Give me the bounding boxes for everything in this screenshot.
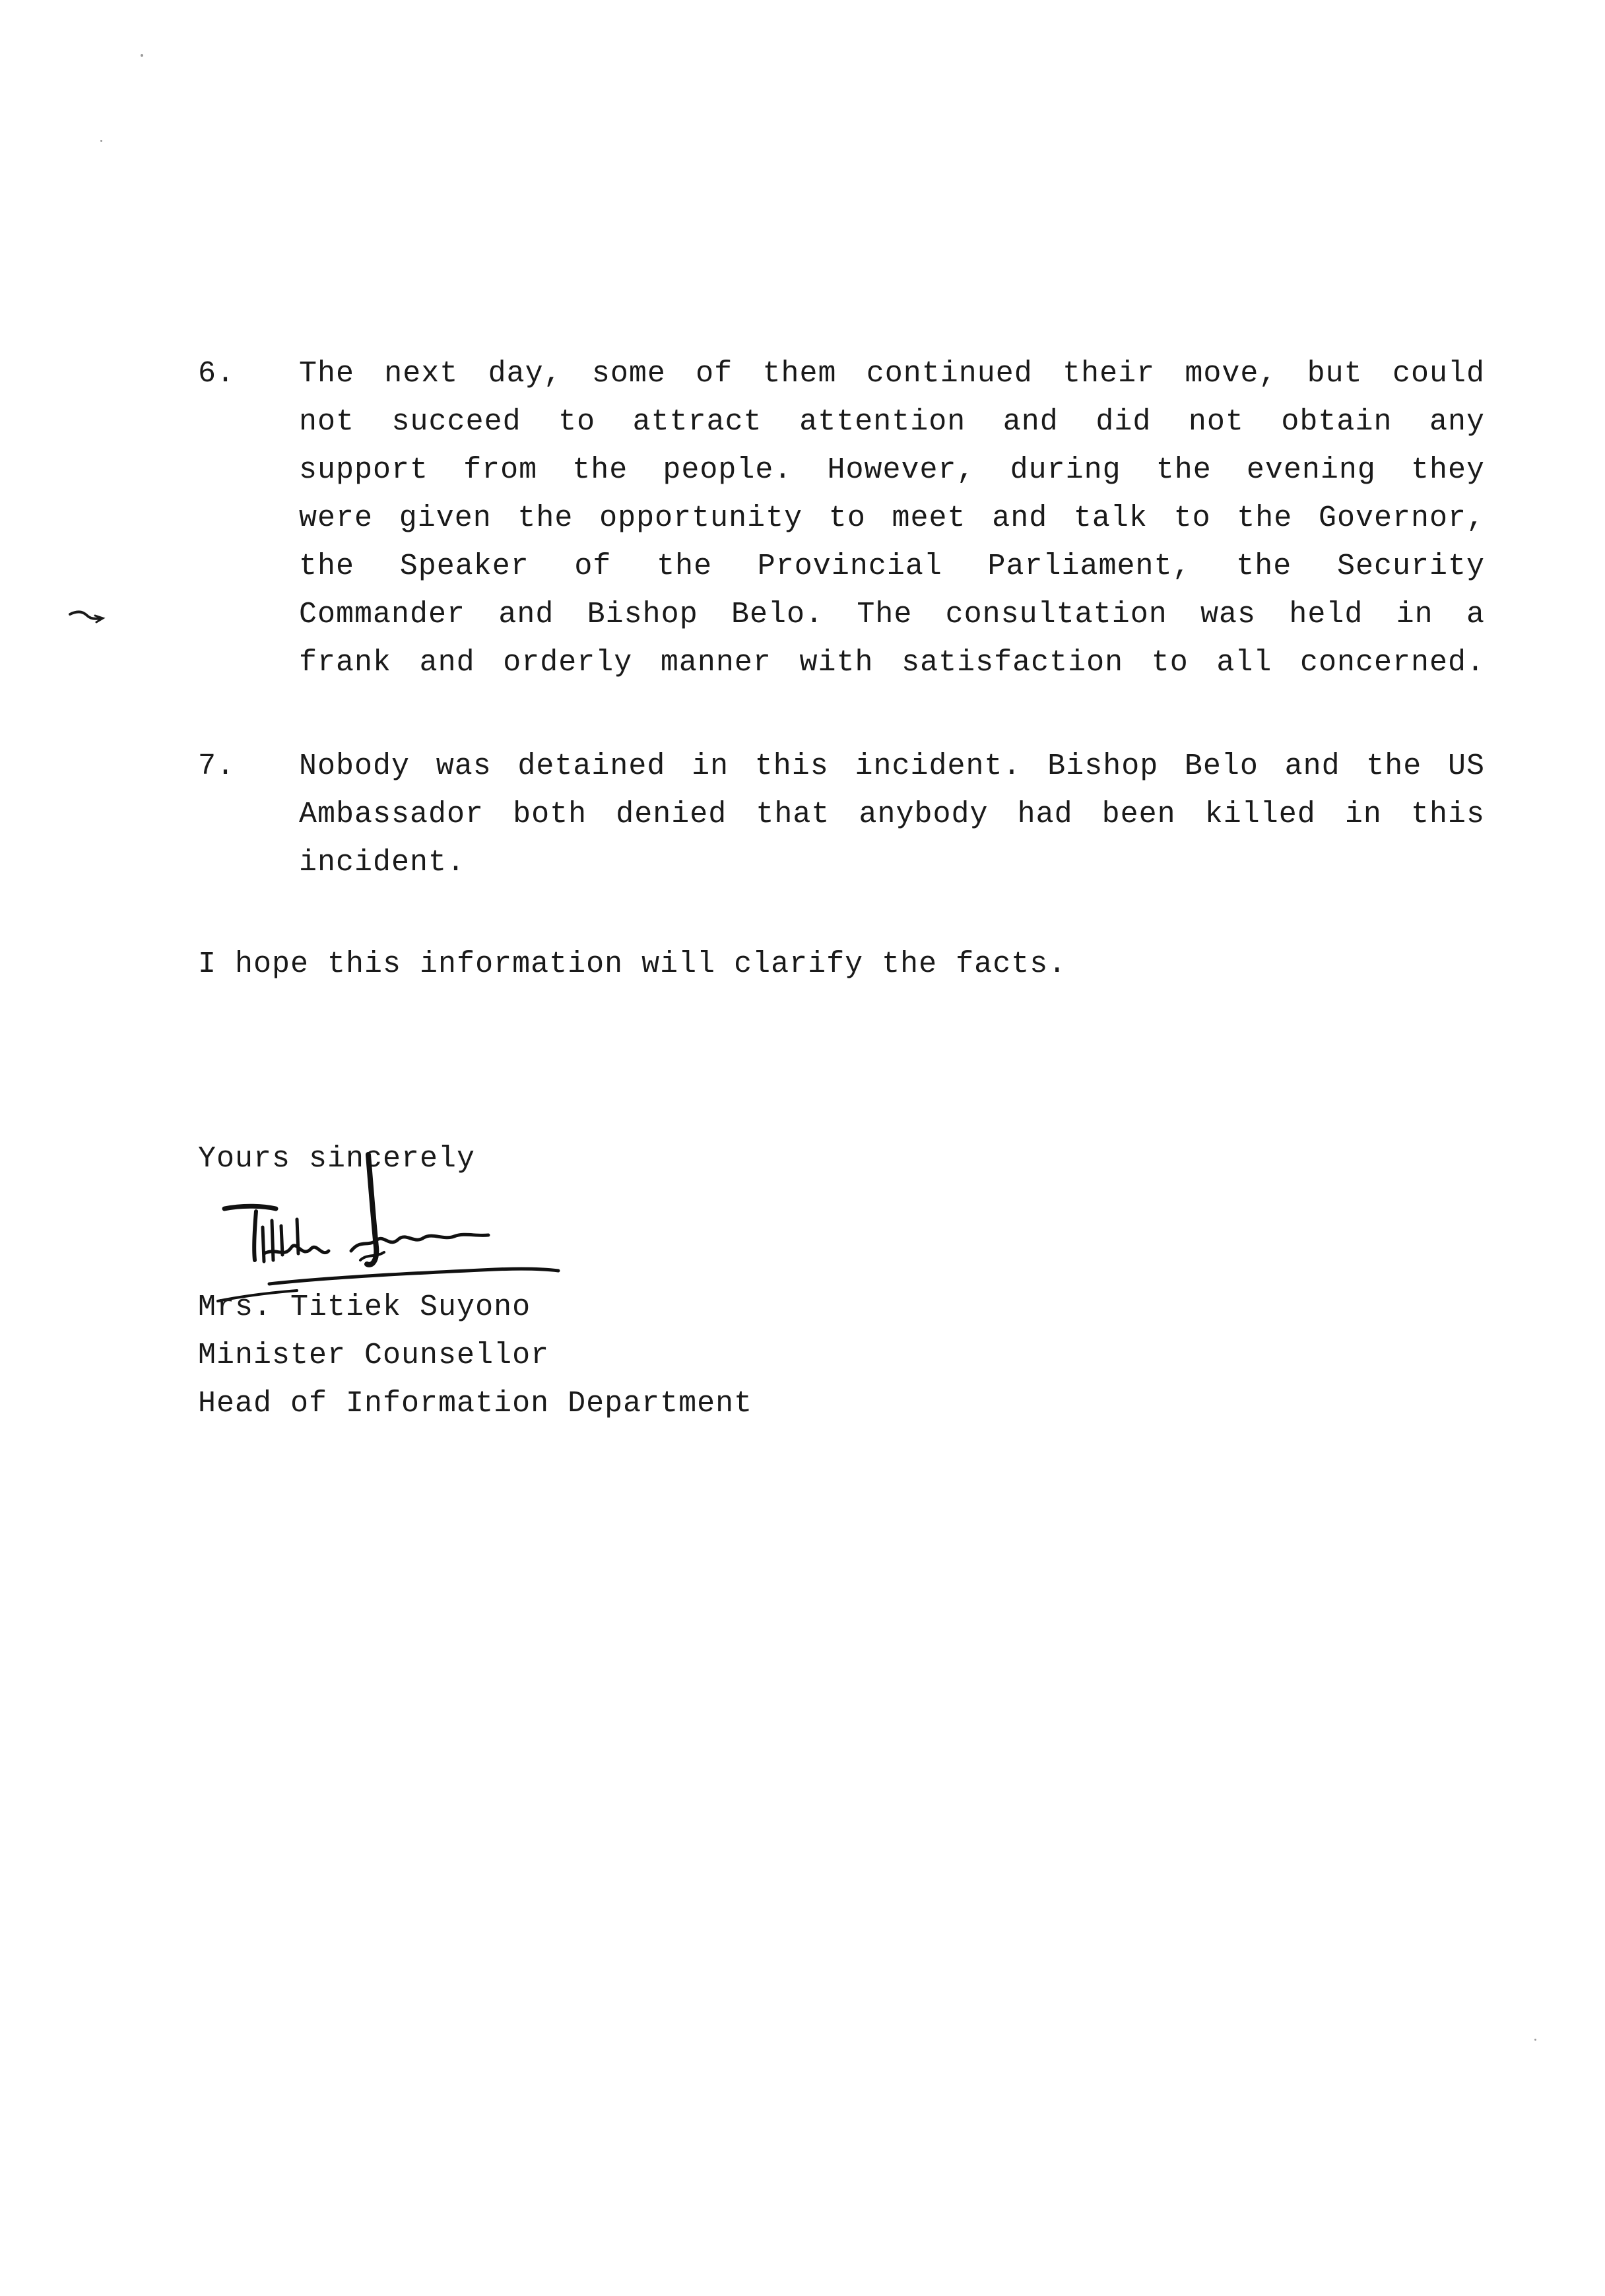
- complimentary-close-text: Yours sincerely: [198, 1142, 476, 1176]
- handwritten-signature: [198, 1148, 568, 1306]
- scan-speck: [1534, 2039, 1536, 2041]
- paragraph-line: Nobody was detained in this incident. Bishop Belo and the US: [299, 749, 1485, 783]
- paragraph-line: Commander and Bishop Belo. The consultation was held in a: [299, 598, 1485, 631]
- paragraph-line: Ambassador both denied that anybody had been killed in this: [299, 798, 1485, 831]
- scan-speck: [100, 140, 102, 142]
- paragraph-number: 7.: [198, 749, 236, 783]
- paragraph-text: [299, 350, 1485, 687]
- paragraph-line: The next day, some of them continued their move, but could: [299, 357, 1485, 391]
- paragraph-line: incident.: [299, 846, 466, 879]
- paragraph-line: were given the opportunity to meet and talk to the Governor,: [299, 501, 1485, 535]
- signatory-department: Head of Information Department: [198, 1387, 753, 1420]
- signatory-block: [198, 1283, 752, 1428]
- paragraph-number: 6.: [198, 357, 236, 391]
- paragraph-line: the Speaker of the Provincial Parliament, the Security: [299, 550, 1485, 583]
- paragraph-text: [299, 742, 1485, 887]
- paragraph-line: support from the people. However, during the evening they: [299, 453, 1485, 487]
- paragraph-line: frank and orderly manner with satisfaction to all concerned.: [299, 646, 1485, 680]
- signatory-title: Minister Counsellor: [198, 1339, 550, 1372]
- paragraph-line: not succeed to attract attention and did not obtain any: [299, 405, 1485, 439]
- margin-tick-icon: [66, 604, 119, 630]
- signatory-name: Mrs. Titiek Suyono: [198, 1291, 531, 1324]
- closing-sentence: I hope this information will clarify the facts.: [198, 947, 1067, 981]
- scan-speck: [141, 54, 143, 57]
